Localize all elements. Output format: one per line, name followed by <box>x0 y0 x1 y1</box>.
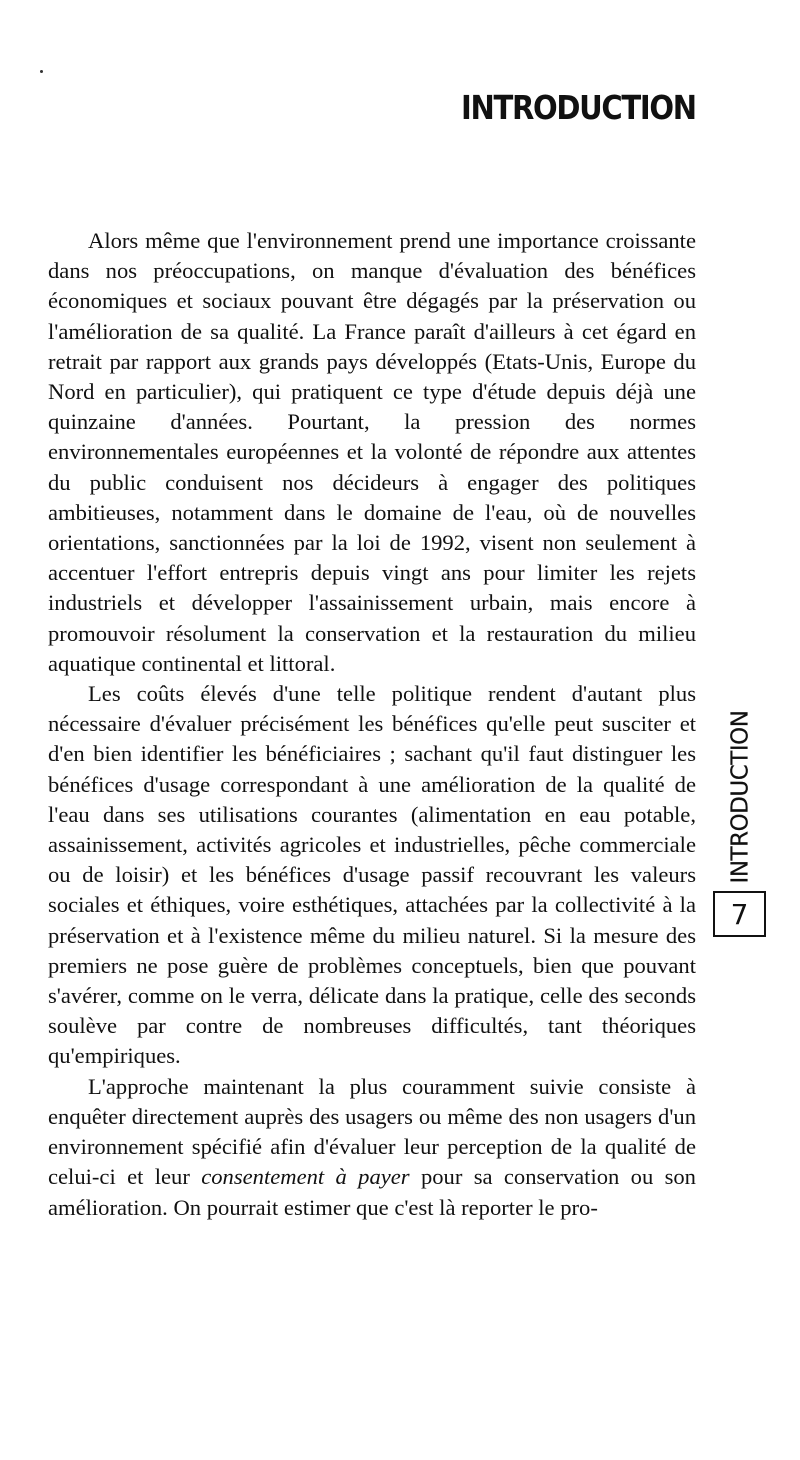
paragraph-3-emphasis: consentement à payer <box>201 1164 410 1190</box>
paragraph-3-text-start: L'approche maintenant la plus couramment suivie consiste à enquêter directement auprès des usagers ou même des non usagers d'un environnement spécifié afin d'évaluer leur perception de la qualité de celui-ci et leur <box>48 1073 696 1190</box>
paragraph-3-text-end: pour sa conservation ou son amélioration. On pourrait estimer que c'est là reporter le pro- <box>48 1164 696 1220</box>
page-number: 7 <box>713 891 766 937</box>
page-title: INTRODUCTION <box>461 88 696 127</box>
page-speck <box>40 70 43 73</box>
paragraph-2: Les coûts élevés d'une telle politique rendent d'autant plus nécessaire d'évaluer précisément les bénéfices qu'elle peut susciter et d'en bien identifier les bénéficiaires ; sachant qu'il faut distinguer les bénéfices d'usage correspondant à une amélioration de la qualité de l'eau dans ses utilisations courantes (alimentation en eau potable, assainissement, activités agricoles et industrielles, pêche commerciale ou de loisir) et les bénéfices d'usage passif recouvrant les valeurs sociales et éthiques, voire esthétiques, attachées par la collectivité à la préservation et à l'existence même du milieu naturel. Si la mesure des premiers ne pose guère de problèmes conceptuels, bien que pouvant s'avérer, comme on le verra, délicate dans la pratique, celle des seconds soulève par contre de nombreuses difficultés, tant théoriques qu'empiriques. <box>48 681 696 1069</box>
side-section-label-text: INTRODUCTION <box>727 710 753 884</box>
side-section-label <box>720 712 760 882</box>
paragraph-1: Alors même que l'environnement prend une importance croissante dans nos préoccupations, on manque d'évaluation des bénéfices économiques et sociaux pouvant être dégagés par la préservation ou l'amélioration de sa qualité. La France paraît d'ailleurs à cet égard en retrait par rapport aux grands pays développés (Etats-Unis, Europe du Nord en particulier), qui pratiquent ce type d'étude depuis déjà une quinzaine d'années. Pourtant, la pression des normes environnementales européennes et la volonté de répondre aux attentes du public conduisent nos décideurs à engager des politiques ambitieuses, notamment dans le domaine de l'eau, où de nouvelles orientations, sanctionnées par la loi de 1992, visent non seulement à accentuer l'effort entrepris depuis vingt ans pour limiter les rejets industriels et développer l'assainissement urbain, mais encore à promouvoir résolument la conservation et la restauration du milieu aquatique continental et littoral. <box>48 228 696 676</box>
paragraph-3 <box>48 1072 696 1223</box>
body-text <box>48 226 696 1223</box>
